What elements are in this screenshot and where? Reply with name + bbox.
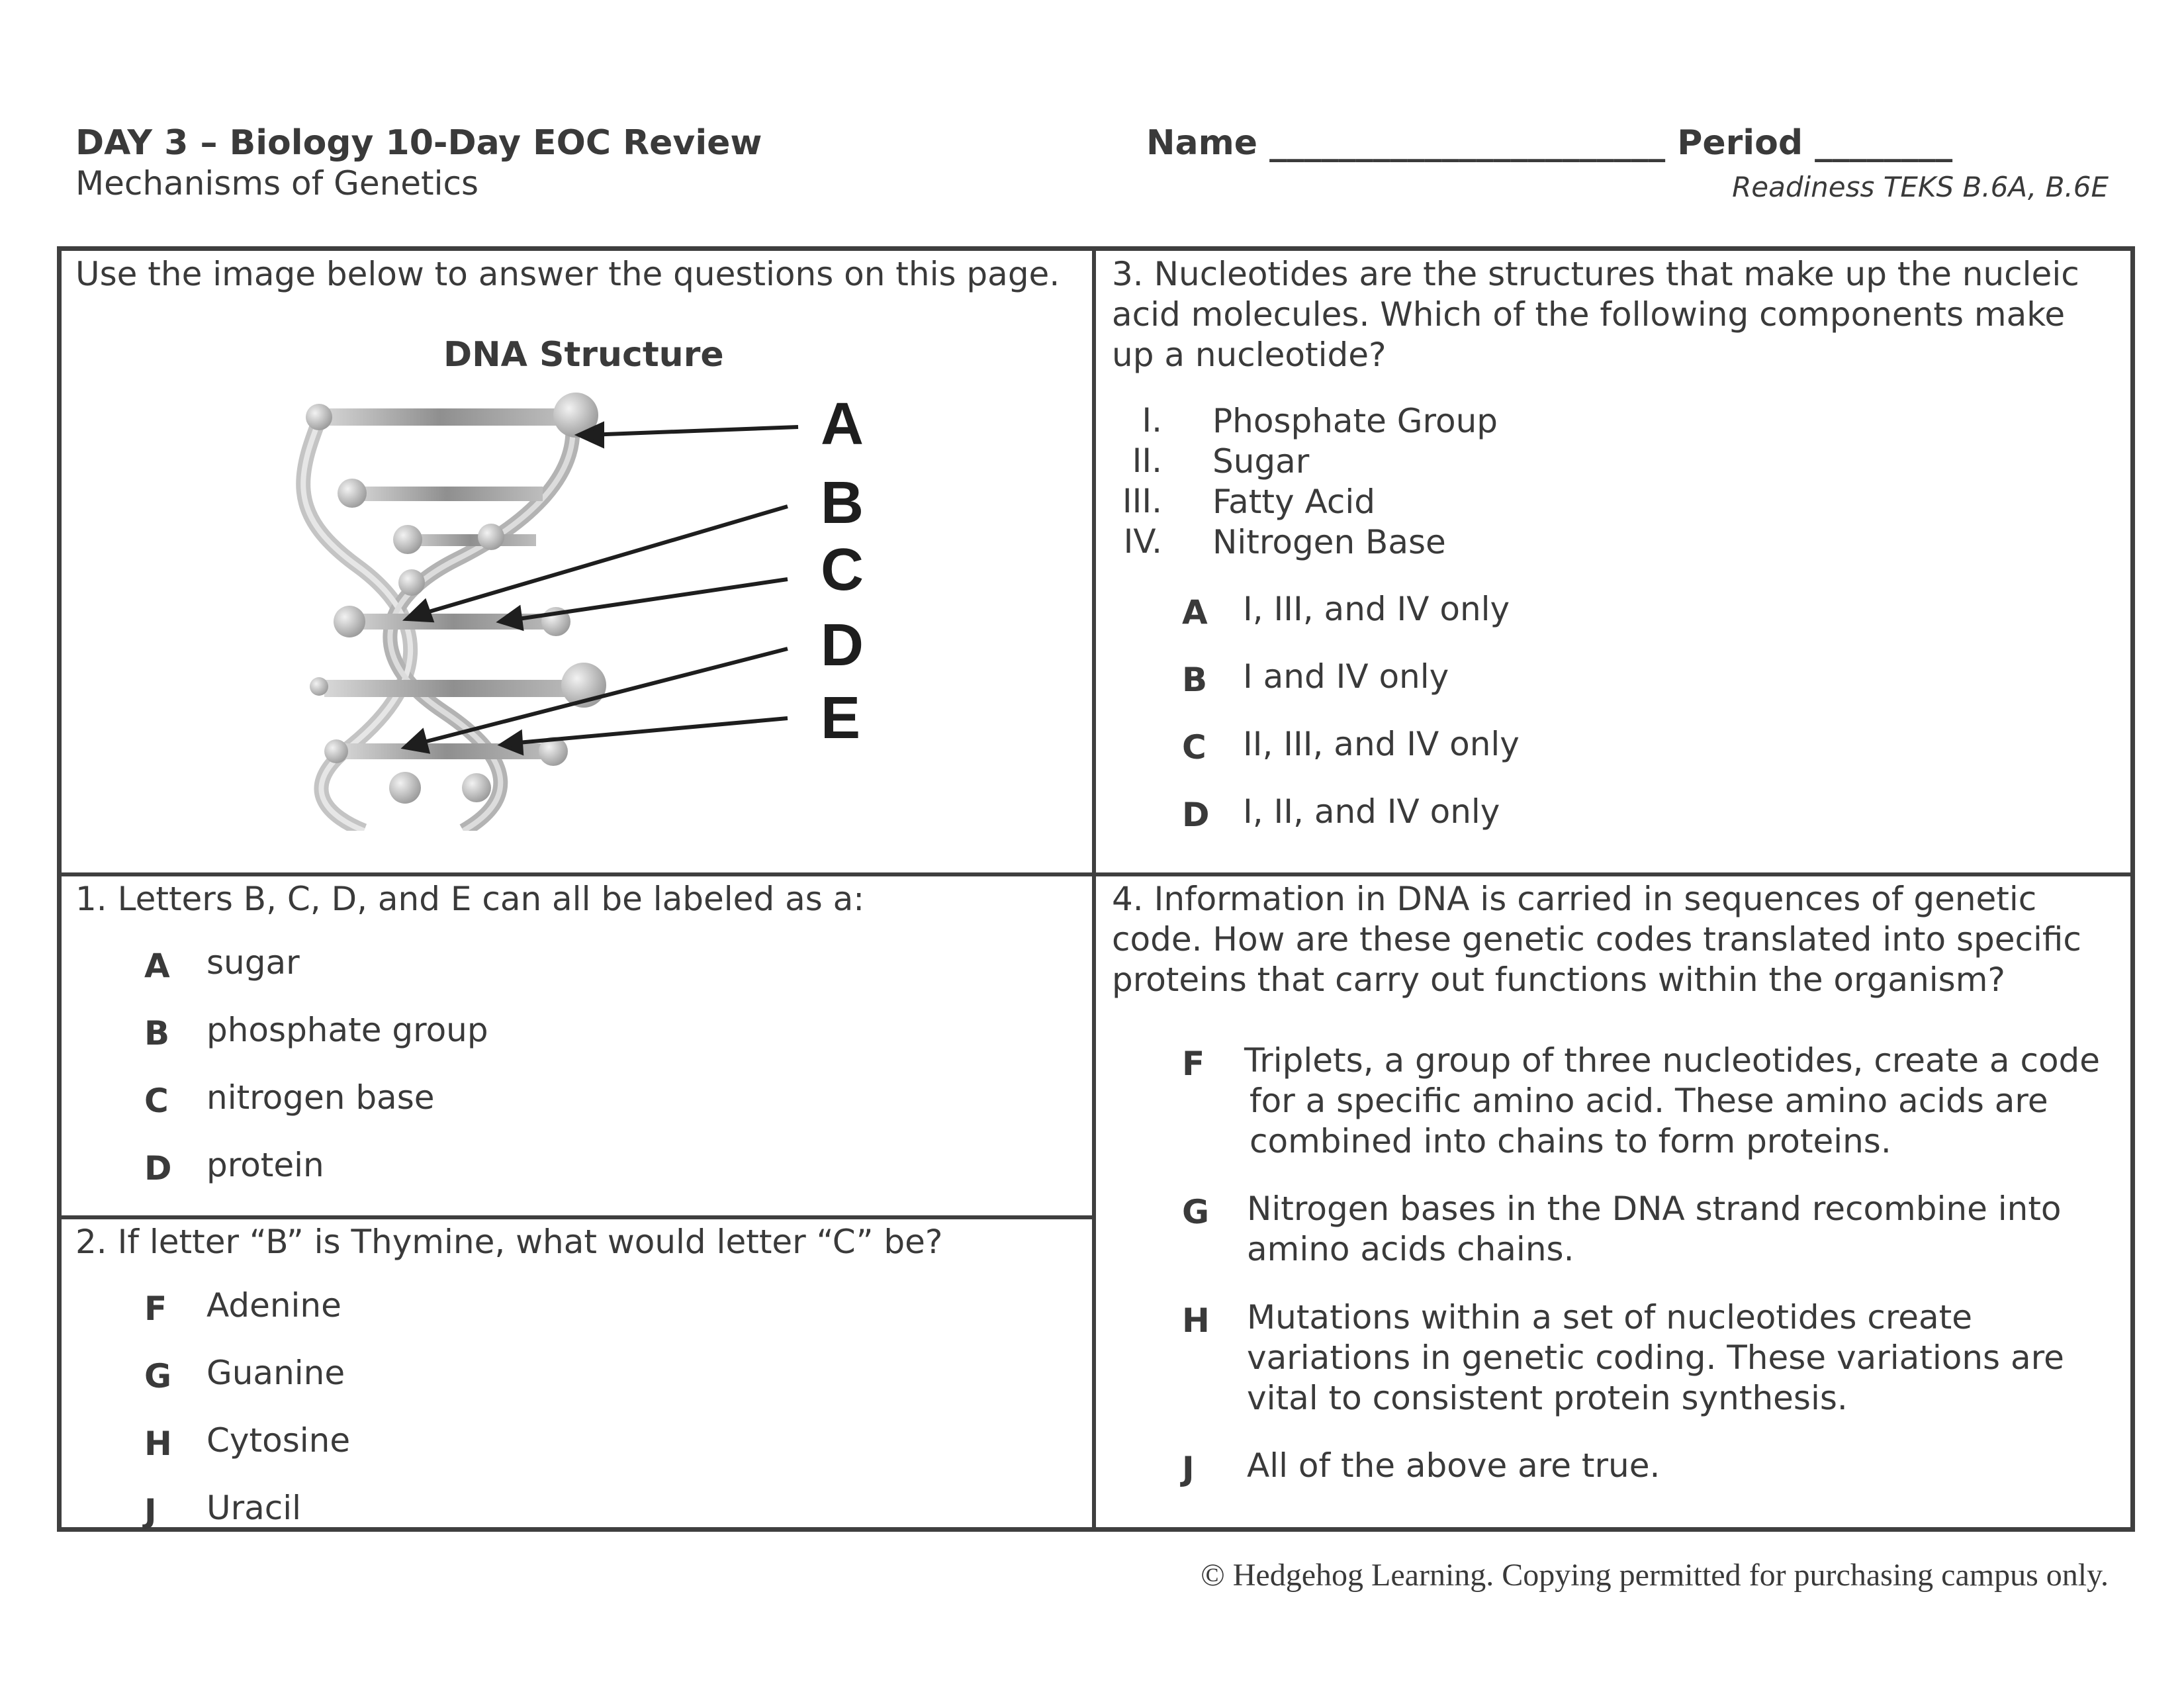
worksheet-subtitle: Mechanisms of Genetics: [75, 164, 479, 203]
option-letter: D: [1182, 796, 1210, 834]
option-text-line: All of the above are true.: [1247, 1446, 1661, 1485]
q1-stem: 1. Letters B, C, D, and E can all be labeled as a:: [75, 880, 865, 918]
option-text: Cytosine: [206, 1421, 351, 1460]
option-letter: A: [144, 947, 170, 985]
option-text: Guanine: [206, 1354, 345, 1392]
option-text: I, III, and IV only: [1243, 590, 1510, 628]
q2-stem: 2. If letter “B” is Thymine, what would letter “C” be?: [75, 1223, 943, 1261]
option-letter: J: [1182, 1450, 1195, 1488]
option-text: phosphate group: [206, 1011, 488, 1049]
dna-label-c: C: [821, 537, 864, 603]
option-text-line: combined into chains to form proteins.: [1250, 1122, 1891, 1160]
roman-numeral: IV.: [1123, 522, 1162, 561]
option-letter: J: [144, 1492, 157, 1530]
option-letter: A: [1182, 593, 1208, 632]
option-letter: C: [144, 1082, 169, 1120]
option-text-line: Nitrogen bases in the DNA strand recombine into: [1247, 1190, 2062, 1228]
option-letter: G: [1182, 1193, 1210, 1231]
q3-item-text: Phosphate Group: [1212, 402, 1498, 440]
option-text-line: Triplets, a group of three nucleotides, create a code: [1244, 1041, 2101, 1080]
option-text: II, III, and IV only: [1243, 725, 1520, 763]
q4-stem-line: 4. Information in DNA is carried in sequences of genetic: [1112, 880, 2037, 918]
dna-label-d: D: [821, 612, 864, 679]
dna-label-b: B: [821, 470, 864, 536]
q4-stem-line: proteins that carry out functions within the organism?: [1112, 961, 2005, 999]
worksheet-title: DAY 3 – Biology 10-Day EOC Review: [75, 123, 762, 163]
option-letter: F: [144, 1289, 167, 1328]
q3-stem-line: acid molecules. Which of the following components make: [1112, 295, 2066, 334]
option-text-line: variations in genetic coding. These variations are: [1247, 1338, 2064, 1377]
q3-stem-line: 3. Nucleotides are the structures that make up the nucleic: [1112, 255, 2079, 293]
option-letter: G: [144, 1357, 172, 1395]
roman-numeral: III.: [1122, 482, 1162, 520]
option-letter: F: [1182, 1045, 1205, 1083]
grid-divider-horizontal: [57, 872, 2135, 876]
dna-label-e: E: [821, 685, 861, 751]
q3-item-text: Sugar: [1212, 442, 1310, 481]
option-text: sugar: [206, 943, 300, 982]
figure-instruction: Use the image below to answer the questions on this page.: [75, 255, 1060, 293]
option-letter: H: [1182, 1301, 1210, 1340]
option-text: I, II, and IV only: [1243, 792, 1500, 831]
option-text-line: for a specific amino acid. These amino acids are: [1250, 1082, 2048, 1120]
name-period-line[interactable]: Name _______________________ Period ________: [1146, 123, 1953, 163]
option-text: protein: [206, 1146, 324, 1184]
dna-structure-diagram: [245, 381, 920, 831]
q3-item-text: Fatty Acid: [1212, 483, 1375, 521]
dna-label-a: A: [821, 391, 864, 457]
option-text: I and IV only: [1243, 657, 1449, 696]
dna-rung: [404, 534, 536, 546]
option-letter: H: [144, 1425, 172, 1463]
dna-rung: [318, 408, 563, 426]
option-text: nitrogen base: [206, 1078, 435, 1117]
option-letter: B: [144, 1014, 170, 1053]
copyright-footer: © Hedgehog Learning. Copying permitted for purchasing campus only.: [1201, 1558, 2109, 1593]
figure-title: DNA Structure: [443, 335, 724, 375]
dna-rung: [324, 680, 582, 697]
teks-reference: Readiness TEKS B.6A, B.6E: [1732, 171, 2109, 203]
option-letter: B: [1182, 661, 1208, 699]
option-text: Adenine: [206, 1286, 341, 1325]
grid-divider-q1-q2: [57, 1215, 1096, 1219]
q3-item-text: Nitrogen Base: [1212, 523, 1446, 561]
q3-stem-line: up a nucleotide?: [1112, 336, 1387, 374]
option-text-line: amino acids chains.: [1247, 1230, 1574, 1268]
option-text-line: Mutations within a set of nucleotides create: [1247, 1298, 1973, 1336]
option-text-line: vital to consistent protein synthesis.: [1247, 1379, 1848, 1417]
roman-numeral: I.: [1142, 401, 1162, 440]
option-letter: C: [1182, 728, 1206, 767]
dna-rung: [351, 487, 543, 501]
q4-stem-line: code. How are these genetic codes translated into specific: [1112, 920, 2081, 959]
roman-numeral: II.: [1132, 442, 1162, 480]
option-text: Uracil: [206, 1489, 302, 1527]
option-letter: D: [144, 1149, 172, 1188]
